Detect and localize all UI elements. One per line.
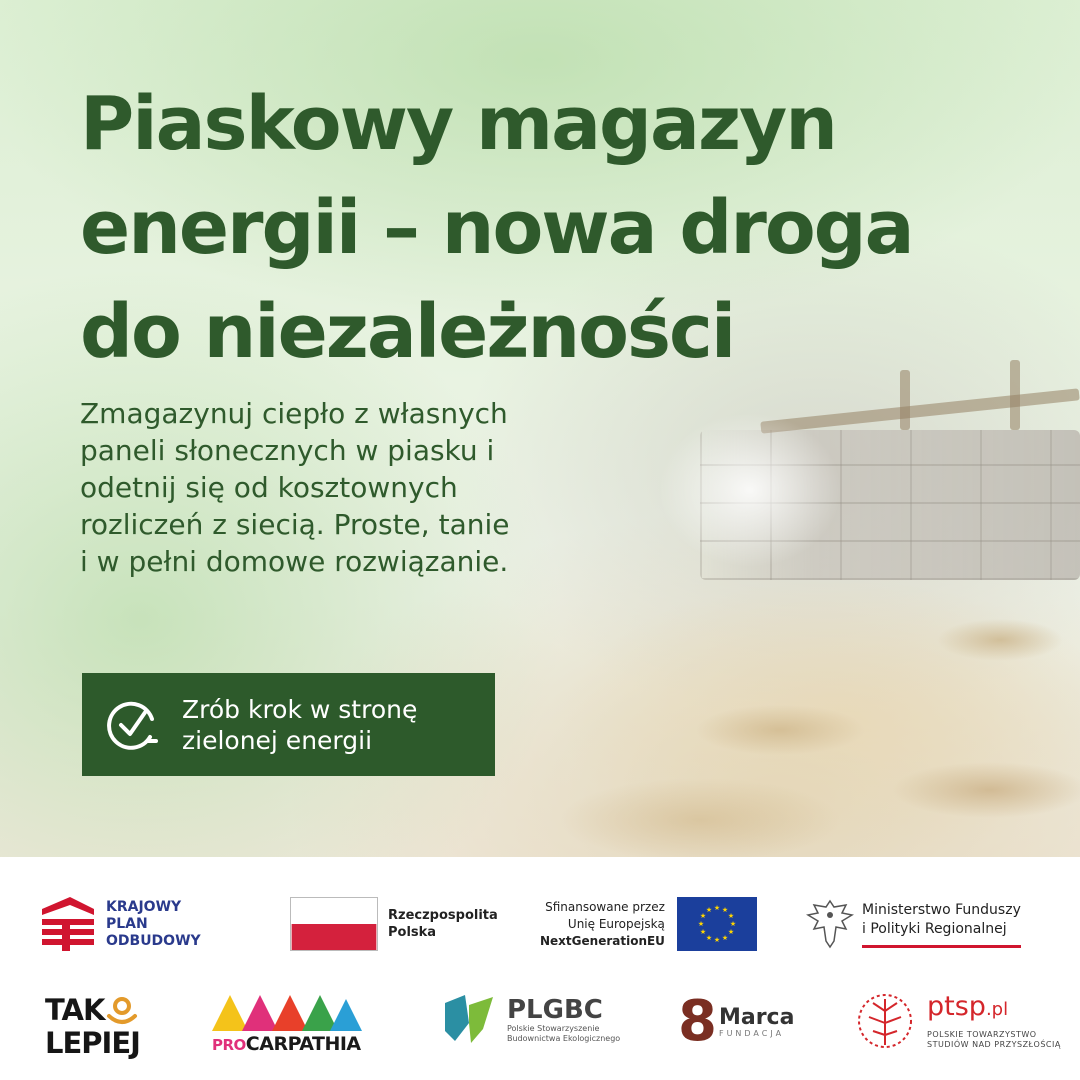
ministry-logo bbox=[806, 897, 1021, 951]
svg-text:★: ★ bbox=[705, 906, 713, 914]
eu-text bbox=[540, 899, 665, 950]
page-title bbox=[80, 72, 1000, 384]
8-marca-logo bbox=[678, 989, 795, 1054]
svg-text:★: ★ bbox=[721, 906, 729, 914]
rp-text-line: Rzeczpospolita bbox=[388, 908, 498, 923]
8-marca-number: 8 bbox=[678, 989, 717, 1054]
ptsp-name-main: ptsp bbox=[927, 990, 986, 1022]
eagle-emblem-icon bbox=[806, 897, 854, 951]
procarpathia-pro-text: PRO bbox=[212, 1036, 246, 1054]
8-marca-subtitle: FUNDACJA bbox=[718, 1028, 785, 1038]
procarpathia-text bbox=[212, 1033, 361, 1055]
svg-text:★: ★ bbox=[721, 934, 729, 942]
title-line: energii – nowa droga bbox=[80, 185, 913, 271]
subtitle-line: Zmagazynuj ciepło z własnych bbox=[80, 397, 508, 430]
ptsp-subtitle-line: STUDIÓW NAD PRZYSZŁOŚCIĄ bbox=[927, 1039, 1061, 1049]
ptsp-logo bbox=[855, 991, 1061, 1051]
rp-text bbox=[388, 907, 498, 941]
8-marca-word: Marca bbox=[718, 1004, 795, 1030]
tak-lepiej-text bbox=[45, 994, 140, 1060]
plgbc-logo bbox=[443, 995, 620, 1045]
cta-label-line: zielonej energii bbox=[182, 725, 373, 755]
cta-button[interactable] bbox=[82, 673, 495, 776]
clock-check-icon bbox=[104, 697, 160, 753]
plgbc-subtitle-line: Budownictwa Ekologicznego bbox=[507, 1034, 621, 1043]
cta-label bbox=[182, 694, 482, 756]
ministry-text bbox=[862, 901, 1021, 948]
ptsp-name-domain: .pl bbox=[985, 998, 1009, 1020]
svg-text:★: ★ bbox=[729, 920, 737, 928]
plgbc-text bbox=[507, 996, 620, 1044]
svg-text:★: ★ bbox=[705, 934, 713, 942]
rp-logo bbox=[290, 897, 498, 951]
title-line: do niezależności bbox=[80, 289, 735, 375]
subtitle-line: odetnij się od kosztownych bbox=[80, 471, 458, 504]
subtitle-line: i w pełni domowe rozwiązanie. bbox=[80, 545, 509, 578]
eu-text-line: Sfinansowane przez bbox=[545, 899, 665, 914]
tak-lepiej-text-line: TAK bbox=[45, 993, 105, 1027]
cta-label-line: Zrób krok w stronę bbox=[182, 694, 418, 724]
mountains-icon bbox=[212, 995, 362, 1031]
eu-text-line: NextGenerationEU bbox=[540, 933, 665, 948]
ptsp-name bbox=[927, 990, 1061, 1024]
subtitle-line: rozliczeń z siecią. Proste, tanie bbox=[80, 508, 510, 541]
ministry-text-line: i Polityki Regionalnej bbox=[862, 920, 1007, 937]
subtitle-line: paneli słonecznych w piasku i bbox=[80, 434, 495, 467]
eu-logo bbox=[540, 897, 757, 951]
page-subtitle bbox=[80, 395, 640, 580]
eu-flag-icon bbox=[677, 897, 757, 951]
procarpathia-logo bbox=[212, 995, 362, 1055]
ministry-text-line: Ministerstwo Funduszy bbox=[862, 901, 1021, 918]
kpo-text-line: PLAN bbox=[106, 915, 148, 932]
poland-flag-icon bbox=[290, 897, 378, 951]
tak-lepiej-text-line: LEPIEJ bbox=[45, 1026, 140, 1060]
partner-logos-footer bbox=[0, 857, 1080, 1080]
ptsp-tree-icon bbox=[855, 991, 915, 1051]
8-marca-text bbox=[718, 1004, 795, 1038]
smile-icon bbox=[106, 996, 138, 1026]
svg-text:★: ★ bbox=[713, 904, 721, 912]
svg-text:★: ★ bbox=[727, 912, 735, 920]
procarpathia-name-text: CARPATHIA bbox=[245, 1033, 361, 1055]
ptsp-subtitle-line: POLSKIE TOWARZYSTWO bbox=[927, 1029, 1037, 1039]
svg-text:★: ★ bbox=[727, 928, 735, 936]
svg-text:★: ★ bbox=[697, 920, 705, 928]
tak-lepiej-logo bbox=[45, 994, 140, 1060]
plgbc-subtitle-line: Polskie Stowarzyszenie bbox=[507, 1024, 600, 1033]
kpo-logo bbox=[42, 897, 201, 951]
background-post bbox=[1010, 360, 1020, 430]
rp-text-line: Polska bbox=[388, 925, 437, 940]
svg-text:★: ★ bbox=[699, 912, 707, 920]
background-sand-image bbox=[520, 560, 1080, 857]
plgbc-emblem-icon bbox=[443, 995, 495, 1045]
svg-text:★: ★ bbox=[699, 928, 707, 936]
svg-text:★: ★ bbox=[713, 936, 721, 944]
kpo-text bbox=[106, 899, 201, 950]
kpo-emblem-icon bbox=[42, 897, 94, 951]
plgbc-name: PLGBC bbox=[507, 995, 603, 1025]
kpo-text-line: ODBUDOWY bbox=[106, 932, 201, 949]
eu-text-line: Unię Europejską bbox=[567, 916, 665, 931]
kpo-text-line: KRAJOWY bbox=[106, 898, 182, 915]
title-line: Piaskowy magazyn bbox=[80, 81, 836, 167]
ptsp-text bbox=[927, 990, 1061, 1050]
